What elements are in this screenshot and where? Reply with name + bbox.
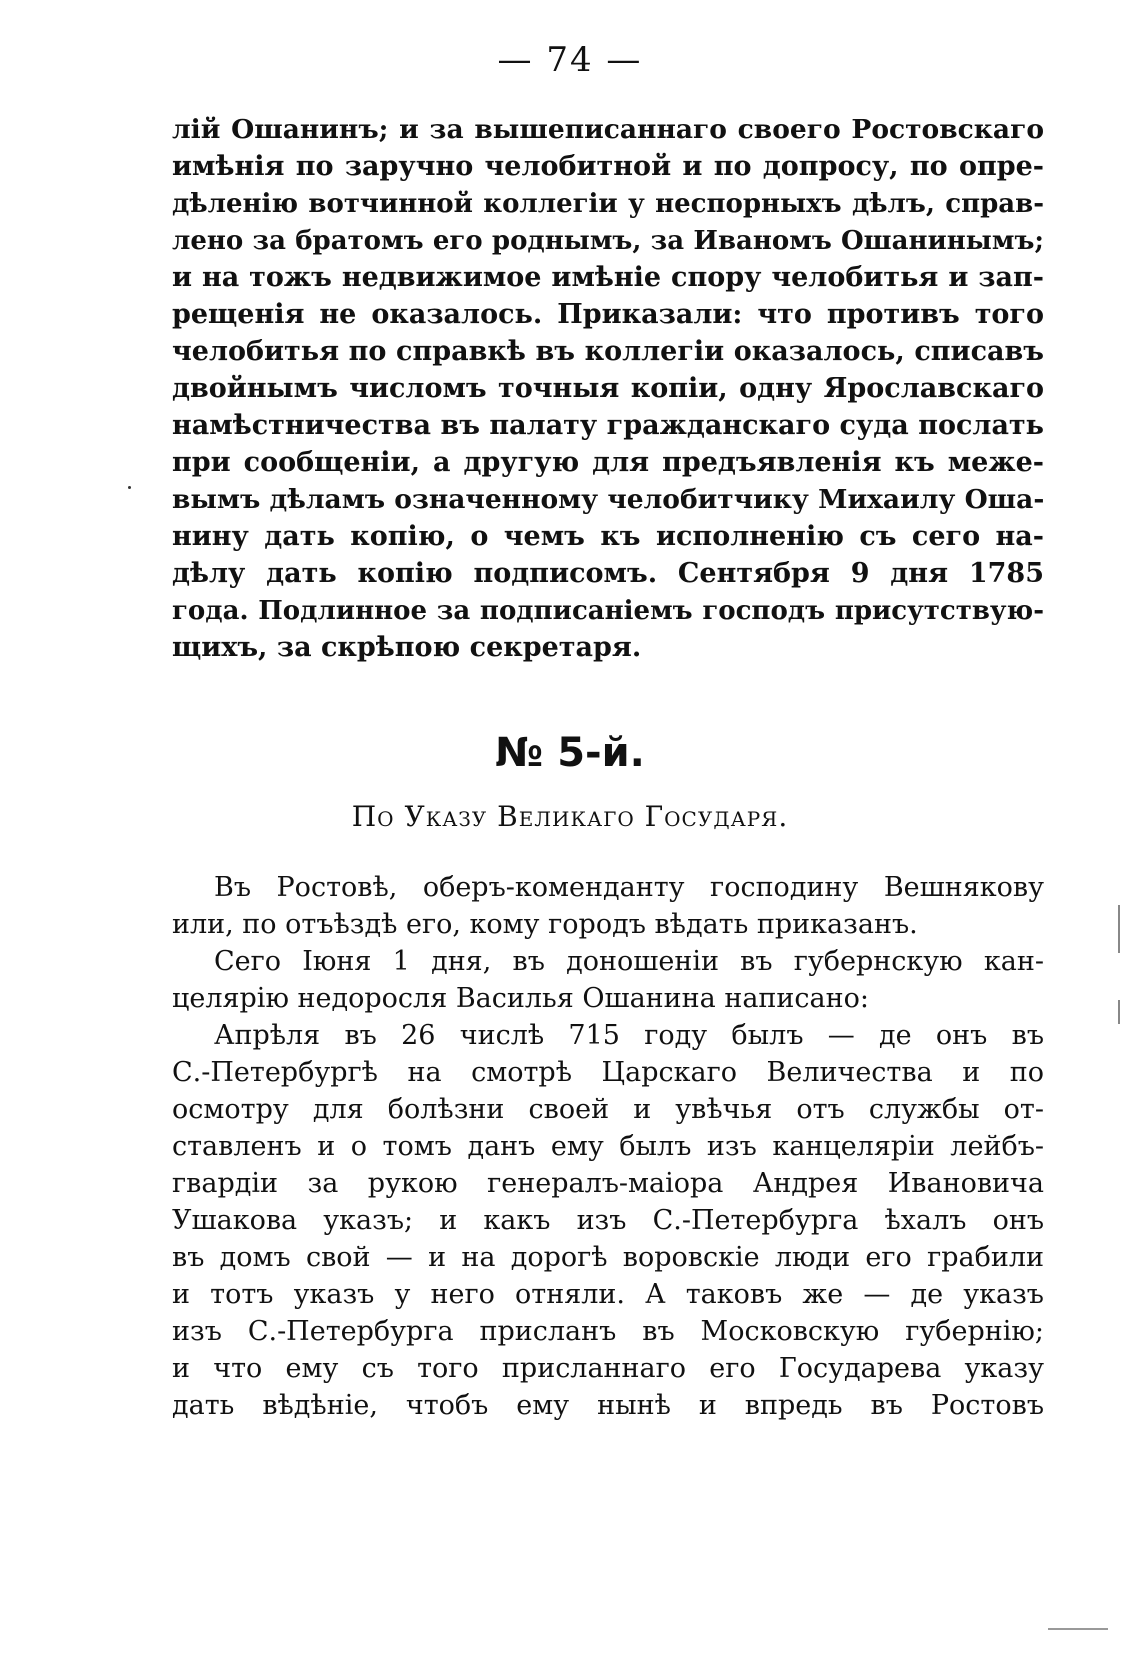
text-line: дѣлу дать копію подписомъ. Сентября 9 дня 1785 [172,558,1044,589]
text-line: рещенія не оказалось. Приказали: что противъ того [172,299,1044,330]
text-line: Ушакова указъ; и какъ изъ С.-Петербурга ѣхалъ онъ [172,1205,1044,1236]
text-line: и на тожъ недвижимое имѣніе спору челобитья и зап- [172,262,1044,293]
text-line: Апрѣля въ 26 числѣ 715 году былъ — де онъ въ [214,1020,1044,1051]
page-number: — 74 — [497,40,643,80]
document-number: № 5-й. [495,730,645,776]
text-line: въ домъ свой — и на дорогѣ воровскіе люди его грабили [172,1242,1044,1273]
text-line: Сего Іюня 1 дня, въ доношеніи въ губернскую кан- [214,946,1044,977]
text-line: нину дать копію, о чемъ къ исполненію съ сего на- [172,521,1044,552]
text-line: года. Подлинное за подписаніемъ господъ присутствую- [172,596,1044,626]
text-line: ставленъ и о томъ данъ ему былъ изъ канцеляріи лейбъ- [172,1131,1044,1162]
scan-margin-line [1118,1000,1120,1024]
text-line: лено за братомъ его роднымъ, за Иваномъ Ошанинымъ; [172,226,1044,256]
text-line: вымъ дѣламъ означенному челобитчику Михаилу Оша- [172,484,1045,515]
text-line: и тотъ указъ у него отняли. А таковъ же — де указъ [172,1279,1044,1310]
text-line: целярію недоросля Василья Ошанина написано: [172,983,869,1014]
text-line: Въ Ростовѣ, оберъ-коменданту господину Вешнякову [214,872,1044,903]
scan-margin-line [1118,905,1120,953]
text-line: двойнымъ числомъ точныя копіи, одну Ярославскаго [172,373,1044,404]
text-line: изъ С.-Петербурга присланъ въ Московскую губернію; [172,1316,1044,1347]
text-line: дѣленію вотчинной коллегіи у неспорныхъ дѣлъ, справ- [172,189,1044,219]
scan-speck [128,486,131,489]
text-line: или, по отъѣздѣ его, кому городъ вѣдать приказанъ. [172,909,918,940]
scan-crop-mark [1048,1628,1108,1630]
text-line: имѣнія по заручно челобитной и по допросу, по опре- [172,151,1044,182]
text-line: намѣстничества въ палату гражданскаго суда послать [172,410,1044,441]
text-line: челобитья по справкѣ въ коллегіи оказалось, списавъ [172,336,1044,367]
text-line: и что ему съ того присланнаго его Государева указу [172,1353,1044,1384]
text-line: щихъ, за скрѣпою секретаря. [172,632,642,663]
text-line: лій Ошанинъ; и за вышеписаннаго своего Ростовскаго [172,114,1044,145]
text-line: дать вѣдѣніе, чтобъ ему нынѣ и впредь въ Ростовъ [172,1390,1044,1421]
text-line: осмотру для болѣзни своей и увѣчья отъ службы от- [172,1094,1044,1125]
document-heading: По Указу Великаго Государя. [351,800,789,833]
text-line: С.-Петербургѣ на смотрѣ Царскаго Величества и по [172,1057,1044,1088]
text-line: гвардіи за рукою генералъ-маіора Андрея Ивановича [172,1168,1044,1199]
text-line: при сообщеніи, а другую для предъявленія къ меже- [172,447,1044,478]
